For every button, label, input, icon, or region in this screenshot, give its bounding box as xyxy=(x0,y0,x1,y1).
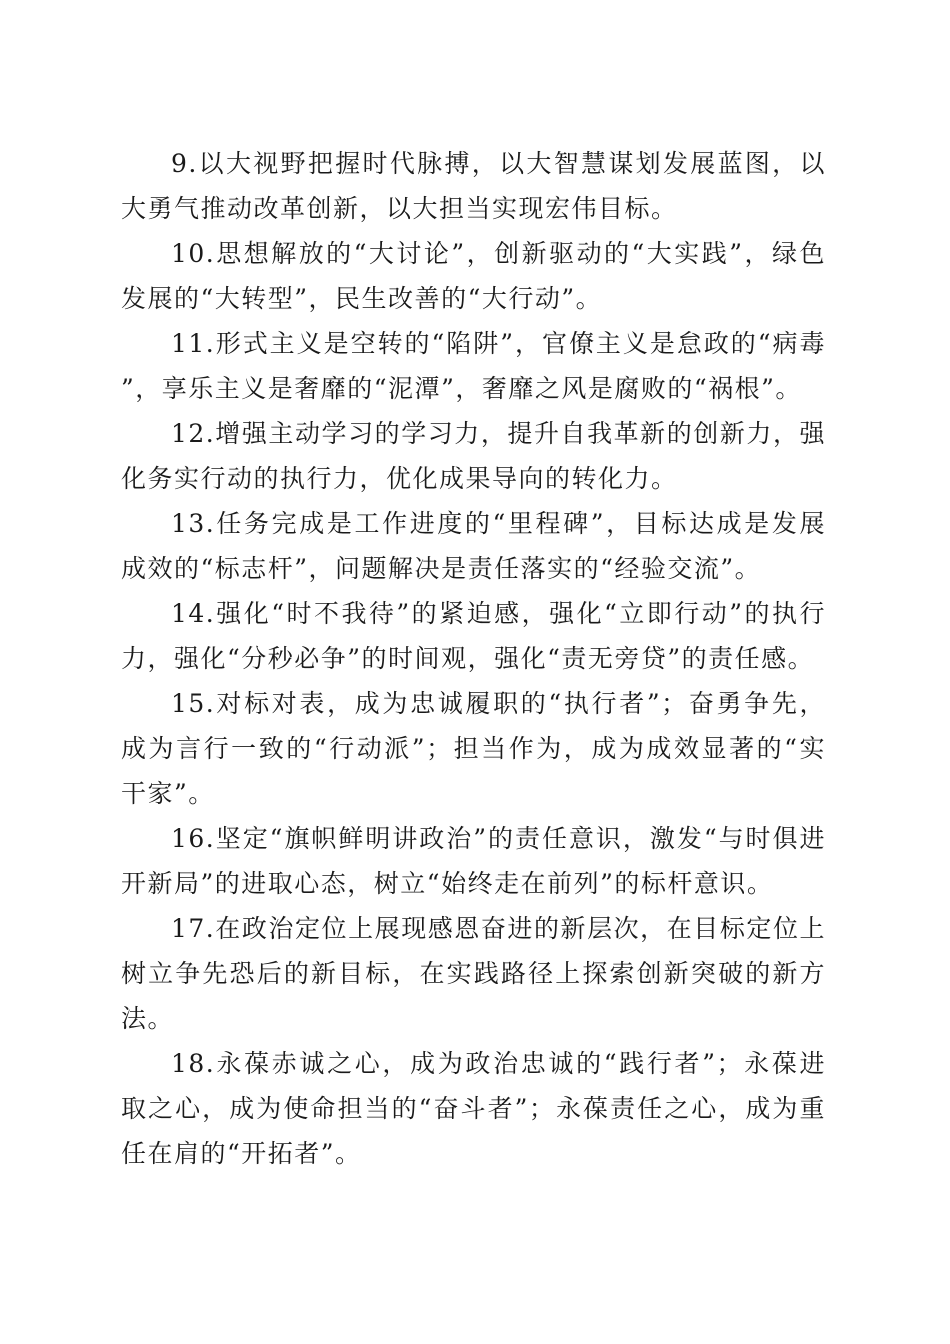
paragraph-14: 14.强化“时不我待”的紧迫感，强化“立即行动”的执行力，强化“分秒必争”的时间观，强化“责无旁贷”的责任感。 xyxy=(121,599,826,673)
document-body xyxy=(121,141,826,1176)
paragraph-13: 13.任务完成是工作进度的“里程碑”，目标达成是发展成效的“标志杆”，问题解决是责任落实的“经验交流”。 xyxy=(121,509,826,583)
paragraph-16: 16.坚定“旗帜鲜明讲政治”的责任意识，激发“与时俱进开新局”的进取心态，树立“始终走在前列”的标杆意识。 xyxy=(121,824,826,898)
paragraph-11: 11.形式主义是空转的“陷阱”，官僚主义是怠政的“病毒”，享乐主义是奢靡的“泥潭”，奢靡之风是腐败的“祸根”。 xyxy=(121,329,826,403)
paragraph-18: 18.永葆赤诚之心，成为政治忠诚的“践行者”；永葆进取之心，成为使命担当的“奋斗者”；永葆责任之心，成为重任在肩的“开拓者”。 xyxy=(121,1049,826,1168)
paragraph-9: 9.以大视野把握时代脉搏，以大智慧谋划发展蓝图，以大勇气推动改革创新，以大担当实现宏伟目标。 xyxy=(121,149,826,223)
paragraph-17: 17.在政治定位上展现感恩奋进的新层次，在目标定位上树立争先恐后的新目标，在实践路径上探索创新突破的新方法。 xyxy=(121,914,826,1033)
paragraph-15: 15.对标对表，成为忠诚履职的“执行者”；奋勇争先，成为言行一致的“行动派”；担当作为，成为成效显著的“实干家”。 xyxy=(121,689,826,808)
paragraph-10: 10.思想解放的“大讨论”，创新驱动的“大实践”，绿色发展的“大转型”，民生改善的“大行动”。 xyxy=(121,239,826,313)
paragraph-12: 12.增强主动学习的学习力，提升自我革新的创新力，强化务实行动的执行力，优化成果导向的转化力。 xyxy=(121,419,826,493)
